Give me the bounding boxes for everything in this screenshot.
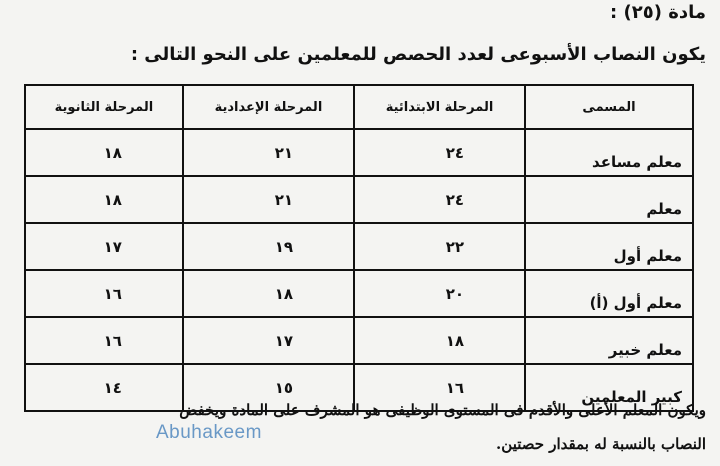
header-primary: المرحلة الابتدائية — [354, 85, 525, 129]
cell-primary: ٢٤ — [354, 129, 525, 176]
table-header-row — [25, 85, 693, 129]
cell-primary: ٢٤ — [354, 176, 525, 223]
cell-preparatory: ٢١ — [183, 129, 354, 176]
cell-preparatory: ١٩ — [183, 223, 354, 270]
table-row — [25, 223, 693, 270]
cell-primary: ٢٢ — [354, 223, 525, 270]
cell-preparatory: ١٧ — [183, 317, 354, 364]
cell-secondary: ١٨ — [25, 176, 183, 223]
row-title: معلم مساعد — [525, 129, 693, 176]
cell-secondary: ١٤ — [25, 364, 183, 411]
header-title: المسمى — [525, 85, 693, 129]
table-row — [25, 317, 693, 364]
footer-line-1: ويكون المعلم الأعلى والأقدم فى المستوى الوظيفى هو المشرف على المادة ويخفض — [179, 401, 706, 419]
table-row — [25, 270, 693, 317]
cell-secondary: ١٦ — [25, 317, 183, 364]
cell-primary: ١٦ — [354, 364, 525, 411]
article-title: مادة (٢٥) : — [610, 2, 706, 23]
intro-text: يكون النصاب الأسبوعى لعدد الحصص للمعلمين على النحو التالى : — [130, 44, 706, 65]
row-title: معلم أول (أ) — [525, 270, 693, 317]
header-secondary: المرحلة الثانوية — [25, 85, 183, 129]
cell-secondary: ١٧ — [25, 223, 183, 270]
cell-preparatory: ٢١ — [183, 176, 354, 223]
cell-preparatory: ١٨ — [183, 270, 354, 317]
cell-primary: ٢٠ — [354, 270, 525, 317]
cell-preparatory: ١٥ — [183, 364, 354, 411]
row-title: كبير المعلمين — [525, 364, 693, 411]
footer-line-2: النصاب بالنسبة له بمقدار حصتين. — [496, 435, 706, 453]
cell-primary: ١٨ — [354, 317, 525, 364]
cell-secondary: ١٨ — [25, 129, 183, 176]
row-title: معلم — [525, 176, 693, 223]
watermark-text: Abuhakeem — [156, 422, 262, 443]
table-row — [25, 176, 693, 223]
table-row — [25, 129, 693, 176]
row-title: معلم خبير — [525, 317, 693, 364]
header-preparatory: المرحلة الإعدادية — [183, 85, 354, 129]
footer-paragraph — [6, 393, 706, 461]
teaching-load-table — [24, 84, 694, 412]
cell-secondary: ١٦ — [25, 270, 183, 317]
row-title: معلم أول — [525, 223, 693, 270]
